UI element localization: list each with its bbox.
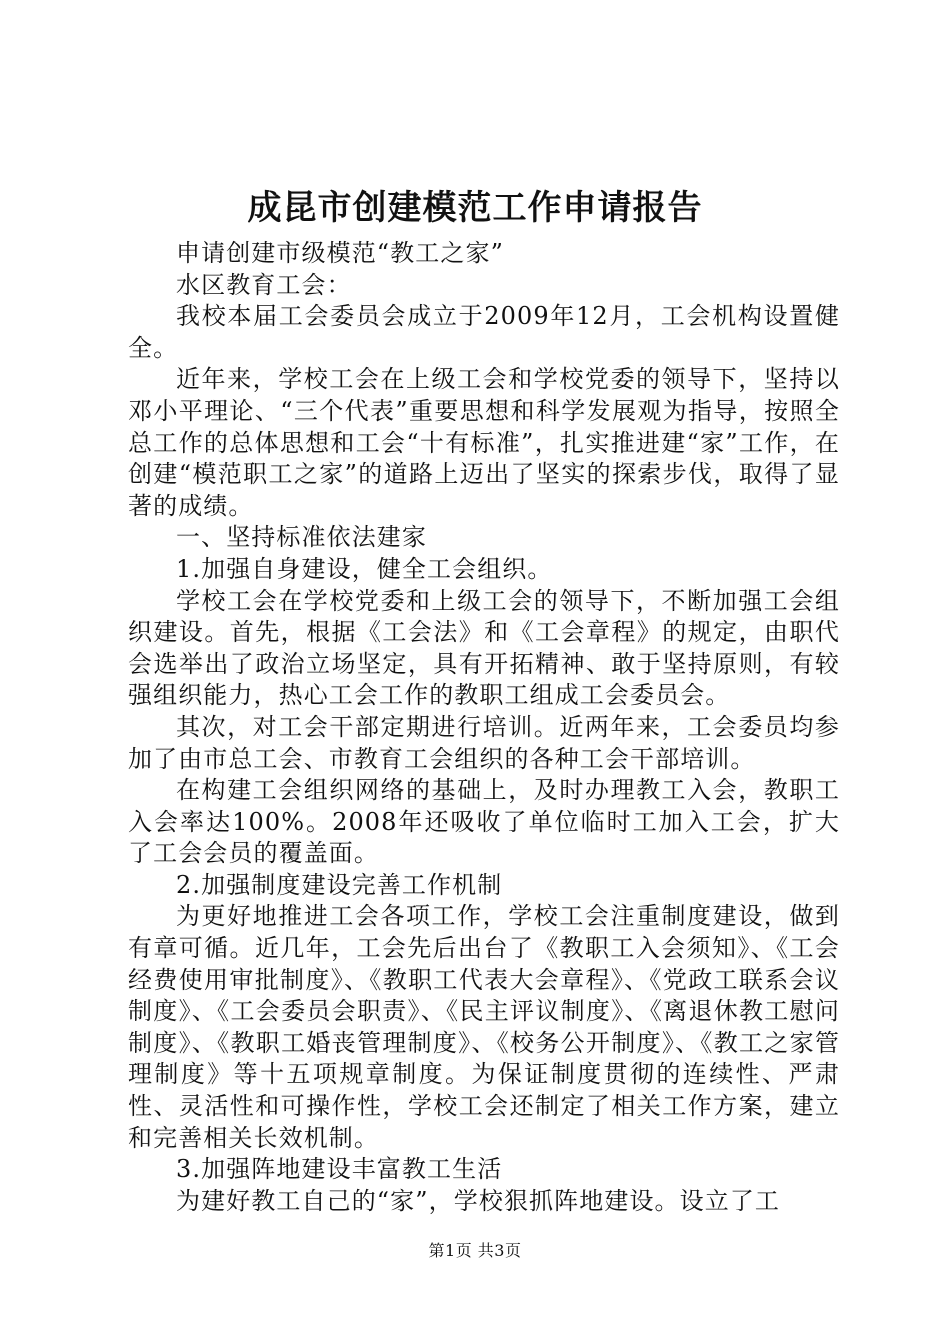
section-heading: 一、坚持标准依法建家 [176,523,427,552]
subsection-heading: 3.加强阵地建设丰富教工生活 [176,1155,503,1184]
paragraph-addressee: 水区教育工会： [176,270,352,299]
paragraph: 我校本届工会委员会成立于2009年12月，工会机构设置健全。 [128,302,840,362]
document-title: 成昆市创建模范工作申请报告 [247,188,703,228]
subsection-heading: 2.加强制度建设完善工作机制 [176,870,503,899]
paragraph: 为建好教工自己的“家”，学校狠抓阵地建设。设立了工 [176,1186,781,1215]
paragraph: 为更好地推进工会各项工作，学校工会注重制度建设，做到有章可循。近几年，工会先后出台了《教职工入会须知》、《工会经费使用审批制度》、《教职工代表大会章程》、《党政工联系会议制度》、《工会委员会职责》、《民主评议制度》、《离退休教工慰问制度》、《教职工婚丧管理制度》、《校务公开制度》、《教工之家管理制度》等十五项规章制度。为保证制度贯彻的连续性、严肃性、灵活性和可操作性，学校工会还制定了相关工作方案，建立和完善相关长效机制。 [128,902,840,1152]
page-number-footer: 第1页 共3页 [428,1241,522,1260]
subsection-heading: 1.加强自身建设，健全工会组织。 [176,554,553,583]
paragraph: 近年来，学校工会在上级工会和学校党委的领导下，坚持以邓小平理论、“三个代表”重要思想和科学发展观为指导，按照全总工作的总体思想和工会“十有标准”，扎实推进建“家”工作，在创建“模范职工之家”的道路上迈出了坚实的探索步伐，取得了显著的成绩。 [128,365,840,520]
paragraph-subject: 申请创建市级模范“教工之家” [176,239,504,267]
paragraph: 其次，对工会干部定期进行培训。近两年来，工会委员均参加了由市总工会、市教育工会组织的各种工会干部培训。 [128,712,840,773]
paragraph: 在构建工会组织网络的基础上，及时办理教工入会，教职工入会率达100%。2008年还吸收了单位临时工加入工会，扩大了工会会员的覆盖面。 [128,776,840,868]
document-body [128,238,840,1217]
paragraph: 学校工会在学校党委和上级工会的领导下，不断加强工会组织建设。首先，根据《工会法》和《工会章程》的规定，由职代会选举出了政治立场坚定，具有开拓精神、敢于坚持原则，有较强组织能力，热心工会工作的教职工组成工会委员会。 [128,586,840,710]
